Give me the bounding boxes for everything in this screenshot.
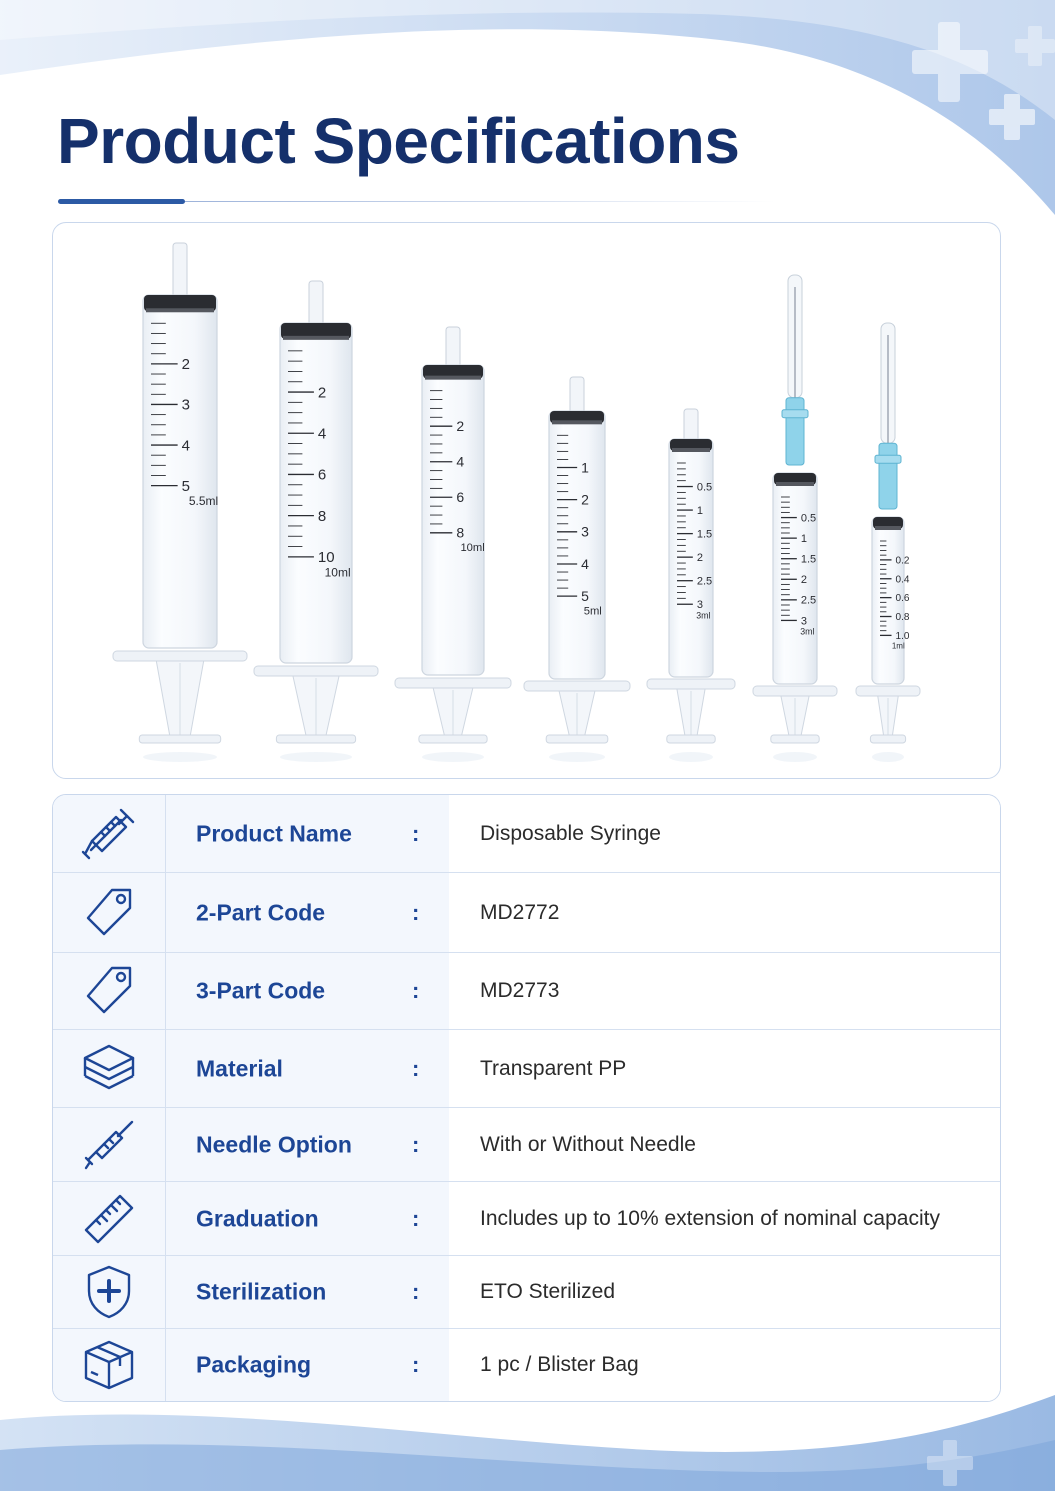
spec-row-sterilization [53,1256,1000,1329]
spec-colon: : [412,1055,420,1081]
spec-label: Graduation [196,1205,319,1231]
syringe-tick-label: 8 [456,524,465,541]
spec-value: Includes up to 10% extension of nominal capacity [480,1206,940,1230]
syringe-tick-label: 0.5 [696,481,713,494]
spec-row-3-part-code [53,953,1000,1030]
syringe-capacity-label: 10ml [460,542,485,555]
needle-syringe-icon [82,1118,136,1172]
syringe-tick-label: 3 [181,396,190,414]
syringe-tick-label: 1 [581,459,589,476]
syringe-capacity-label: 5ml [583,605,602,618]
syringe-tick-label: 3 [800,615,807,628]
syringe-tick-label: 3 [581,523,589,540]
spec-row-2-part-code [53,873,1000,953]
product-image-card [52,222,1001,779]
price-tag-icon [82,964,136,1018]
syringe-tick-label: 2 [317,384,327,402]
syringe-tick-label: 4 [181,437,190,455]
syringe-tick-label: 2 [696,552,703,565]
syringe-tick-label: 2 [456,418,465,435]
spec-value: With or Without Needle [480,1132,696,1156]
syringe-2 [395,327,511,762]
syringe-tick-label: 10 [317,549,335,567]
page-title: Product Specifications [57,105,740,177]
spec-colon: : [412,1131,420,1157]
spec-value: 1 pc / Blister Bag [480,1353,639,1376]
layers-icon [81,1043,137,1095]
spec-colon: : [412,1279,420,1304]
syringe-0 [113,243,247,762]
spec-row-packaging [53,1329,1000,1401]
syringe-capacity-label: 5.5ml [188,494,219,509]
syringe-tick-label: 1.5 [696,528,713,541]
syringe-tick-label: 4 [317,425,327,443]
ruler-icon [82,1192,136,1246]
syringe-tick-label: 0.5 [800,512,817,525]
syringe-tick-label: 6 [456,489,465,506]
spec-colon: : [412,1352,420,1377]
syringe-capacity-label: 3ml [800,626,815,637]
syringe-tick-label: 0.4 [895,574,910,586]
spec-row-material [53,1030,1000,1108]
syringe-lineup-illustration [53,223,1000,778]
spec-label: 2-Part Code [196,899,326,925]
syringe-tick-label: 1 [696,504,703,517]
syringe-tick-label: 1 [800,532,807,545]
spec-value: ETO Sterilized [480,1280,615,1303]
spec-colon: : [412,820,420,846]
syringe-tick-label: 1.0 [895,630,910,642]
spec-colon: : [412,978,420,1003]
syringe-capacity-label: 1ml [891,641,905,651]
syringe-icon [81,806,137,862]
syringe-tick-label: 0.8 [895,612,910,624]
spec-value: MD2773 [480,979,560,1002]
spec-value: Transparent PP [480,1056,627,1080]
syringe-tick-label: 4 [456,453,465,470]
syringe-tick-label: 5 [181,477,190,495]
syringe-6 [856,323,920,762]
syringe-tick-label: 0.2 [895,555,910,567]
shield-cross-icon [84,1264,134,1320]
syringe-capacity-label: 3ml [696,610,711,621]
syringe-1 [254,281,378,762]
syringe-tick-label: 2.5 [800,594,817,607]
syringe-tick-label: 2 [581,491,589,508]
syringe-tick-label: 2 [181,356,190,374]
spec-label: Sterilization [196,1278,327,1305]
syringe-tick-label: 5 [581,588,589,605]
spec-colon: : [412,1205,420,1231]
syringe-tick-label: 0.6 [895,593,910,605]
syringe-3 [524,377,630,762]
syringe-capacity-label: 10ml [324,565,351,580]
syringe-tick-label: 8 [317,507,327,525]
package-box-icon [82,1338,136,1392]
syringe-tick-label: 6 [317,466,327,484]
title-underline [58,199,778,205]
spec-value: MD2772 [480,900,560,924]
spec-table [52,794,1001,1402]
syringe-4 [647,409,735,762]
spec-row-product-name [53,795,1000,873]
syringe-tick-label: 2.5 [696,575,713,588]
syringe-tick-label: 2 [800,574,807,587]
spec-row-needle-option [53,1108,1000,1182]
spec-label: Material [196,1055,283,1081]
price-tag-icon [82,886,136,940]
spec-label: Packaging [196,1351,312,1378]
spec-value: Disposable Syringe [480,821,661,845]
spec-label: Needle Option [196,1131,352,1157]
spec-label: 3-Part Code [196,977,326,1004]
syringe-5 [753,275,837,762]
spec-row-graduation [53,1182,1000,1256]
syringe-tick-label: 1.5 [800,553,817,566]
spec-label: Product Name [196,820,352,846]
spec-colon: : [412,899,420,925]
syringe-tick-label: 3 [696,599,703,612]
syringe-tick-label: 4 [581,555,589,572]
